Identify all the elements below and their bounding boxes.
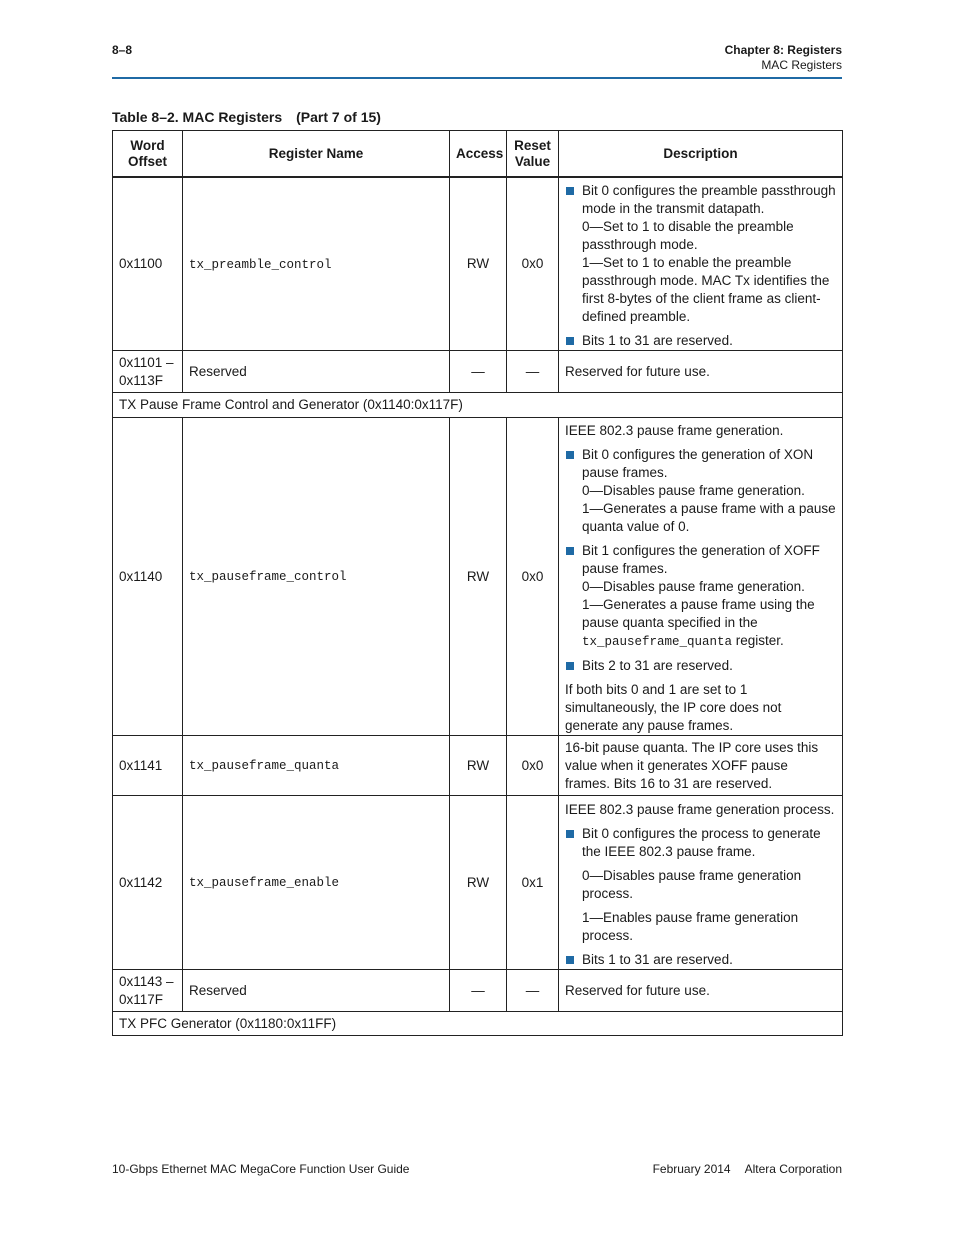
bullet-square-icon: [566, 547, 574, 555]
bullet-square-icon: [566, 187, 574, 195]
section-title-cell: TX PFC Generator (0x1180:0x11FF): [113, 1012, 843, 1036]
cell-offset: 0x1141: [113, 736, 183, 796]
header-rule: [112, 77, 842, 79]
table-header-row: [113, 131, 843, 178]
footer-company: Altera Corporation: [744, 1162, 842, 1176]
bullet-item: Bits 1 to 31 are reserved.: [565, 951, 836, 969]
bullet-square-icon: [566, 956, 574, 964]
col-header-reset-value: Reset Value: [507, 131, 559, 178]
footer-right: [653, 1162, 842, 1176]
footer-guide-title: 10-Gbps Ethernet MAC MegaCore Function User Guide: [112, 1162, 410, 1176]
bullet-item: Bit 0 configures the process to generate the IEEE 802.3 pause frame. 0—Disables pause frame generation process. 1—Enables pause frame generation process.: [565, 825, 836, 945]
cell-reset: 0x0: [507, 736, 559, 796]
cell-access: RW: [450, 796, 507, 970]
running-header: [725, 43, 842, 73]
cell-reset: —: [507, 970, 559, 1012]
cell-description: 16-bit pause quanta. The IP core uses this value when it generates XOFF pause frames. Bits 16 to 31 are reserved.: [559, 736, 843, 796]
footer-date: February 2014: [652, 1162, 731, 1176]
section-title-cell: TX Pause Frame Control and Generator (0x1140:0x117F): [113, 393, 843, 418]
cell-reset: 0x0: [507, 418, 559, 736]
caption-part: (Part 7 of 15): [296, 109, 381, 125]
bullet-square-icon: [566, 662, 574, 670]
bullet-item: Bit 0 configures the preamble passthrough mode in the transmit datapath. 0—Set to 1 to disable the preamble passthrough mode. 1—Set to 1 to enable the preamble passthrough mode. MAC Tx identifies the first 8-bytes of the client frame as client-defined preamble.: [565, 182, 836, 326]
col-header-register-name: Register Name: [183, 131, 450, 178]
cell-register-name: tx_pauseframe_control: [183, 418, 450, 736]
cell-description: [559, 796, 843, 970]
col-header-access: Access: [450, 131, 507, 178]
bullet-item: Bits 1 to 31 are reserved.: [565, 332, 836, 350]
table-caption: [112, 109, 381, 125]
cell-access: RW: [450, 736, 507, 796]
cell-access: RW: [450, 418, 507, 736]
cell-offset: 0x1101 – 0x113F: [113, 351, 183, 393]
table-row: [113, 418, 843, 736]
table-row: [113, 177, 843, 351]
cell-offset: 0x1100: [113, 177, 183, 351]
bullet-item: Bit 0 configures the generation of XON pause frames. 0—Disables pause frame generation. 1—Generates a pause frame with a pause quanta value of 0.: [565, 446, 836, 536]
inline-register-ref: tx_pauseframe_quanta: [582, 635, 733, 649]
section-title: MAC Registers: [761, 58, 842, 72]
bullet-square-icon: [566, 830, 574, 838]
cell-offset: 0x1142: [113, 796, 183, 970]
cell-description: Reserved for future use.: [559, 970, 843, 1012]
cell-access: —: [450, 351, 507, 393]
section-row: [113, 393, 843, 418]
bullet-item: Bits 2 to 31 are reserved.: [565, 657, 836, 675]
cell-reset: 0x0: [507, 177, 559, 351]
table-row: [113, 970, 843, 1012]
cell-register-name: tx_preamble_control: [183, 177, 450, 351]
table-row: [113, 351, 843, 393]
cell-register-name: tx_pauseframe_quanta: [183, 736, 450, 796]
cell-reset: 0x1: [507, 796, 559, 970]
bullet-square-icon: [566, 451, 574, 459]
table-row: [113, 796, 843, 970]
cell-access: —: [450, 970, 507, 1012]
description-note: If both bits 0 and 1 are set to 1 simultaneously, the IP core does not generate any pause frames.: [565, 682, 782, 733]
table-row: [113, 736, 843, 796]
mac-registers-table: [112, 130, 843, 1036]
cell-description: [559, 418, 843, 736]
cell-access: RW: [450, 177, 507, 351]
cell-description: [559, 177, 843, 351]
chapter-title: Chapter 8: Registers: [724, 43, 842, 57]
cell-offset: 0x1140: [113, 418, 183, 736]
bullet-square-icon: [566, 337, 574, 345]
description-intro: IEEE 802.3 pause frame generation process.: [565, 801, 835, 817]
section-row: [113, 1012, 843, 1036]
cell-reset: —: [507, 351, 559, 393]
col-header-word-offset: Word Offset: [113, 131, 183, 178]
bullet-item: Bit 1 configures the generation of XOFF pause frames. 0—Disables pause frame generation. 1—Generates a pause frame using the pause quanta specified in the tx_pauseframe_quanta register.: [565, 542, 836, 651]
caption-label: Table 8–2. MAC Registers: [112, 109, 283, 125]
cell-offset: 0x1143 – 0x117F: [113, 970, 183, 1012]
cell-register-name: Reserved: [183, 351, 450, 393]
cell-description: Reserved for future use.: [559, 351, 843, 393]
col-header-description: Description: [559, 131, 843, 178]
cell-register-name: Reserved: [183, 970, 450, 1012]
description-intro: IEEE 802.3 pause frame generation.: [565, 423, 784, 438]
cell-register-name: tx_pauseframe_enable: [183, 796, 450, 970]
page-number: 8–8: [112, 43, 133, 57]
